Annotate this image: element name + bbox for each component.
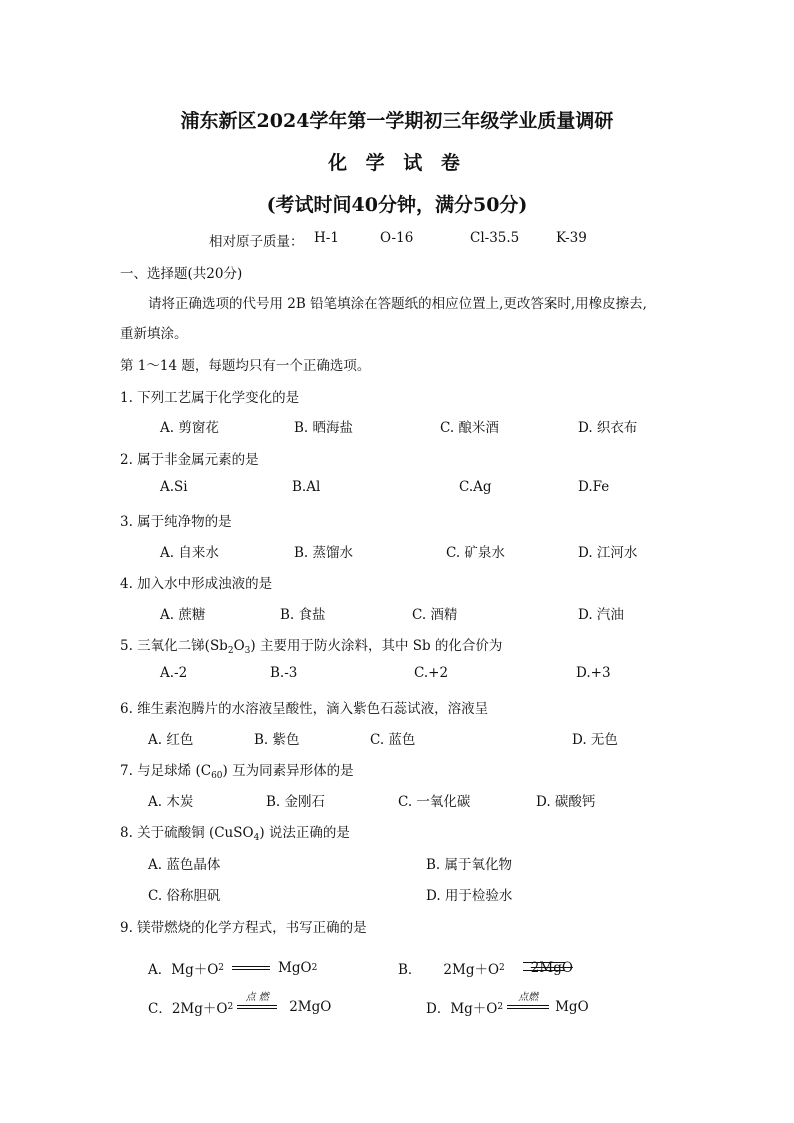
q8-option-c: C. 俗称胆矾 (148, 888, 221, 904)
q7-stem-post: ) 互为同素异形体的是 (222, 763, 354, 779)
atomic-mass-o: O-16 (380, 230, 414, 246)
q9-a-label: A． (148, 962, 172, 978)
q9-d-left: Mg＋O (450, 1001, 498, 1017)
atomic-mass-cl: Cl-35.5 (470, 230, 520, 246)
q7-option-a: A. 木炭 (148, 794, 194, 810)
q9-b-left: 2Mg＋O (443, 962, 500, 978)
question-5-stem (120, 634, 502, 656)
atomic-mass-label: 相对原子质量： (209, 234, 304, 250)
section-title: 一、选择题(共20分) (120, 266, 243, 282)
q9-d-right: MgO (555, 999, 589, 1015)
q2-option-d: D.Fe (578, 479, 610, 495)
q9-b-label: B． (398, 962, 422, 978)
q9-option-c (148, 992, 332, 1017)
q3-option-d: D. 江河水 (578, 545, 638, 561)
q1-option-a: A. 剪窗花 (160, 420, 219, 436)
q1-option-c: C. 酿米酒 (440, 420, 499, 436)
q9-a-right: MgO (278, 960, 312, 976)
instruction-line-1: 请将正确选项的代号用 2B 铅笔填涂在答题纸的相应位置上,更改答案时,用橡皮擦去, (148, 296, 647, 312)
q7-option-d: D. 碳酸钙 (536, 794, 596, 810)
q8-stem-post: ) 说法正确的是 (259, 825, 350, 841)
q3-option-a: A. 自来水 (160, 545, 219, 561)
q1-option-b: B. 晒海盐 (294, 420, 354, 436)
q2-option-a: A.Si (160, 479, 188, 495)
atomic-mass-h: H-1 (314, 230, 339, 246)
q4-option-b: B. 食盐 (280, 607, 326, 623)
question-1-stem: 1. 下列工艺属于化学变化的是 (120, 390, 300, 406)
q6-option-c: C. 蓝色 (370, 732, 416, 748)
q9-c-label: C． (148, 1001, 172, 1017)
q9-d-left-sub: 2 (497, 1002, 504, 1012)
question-scope: 第 1～14 题，每题均只有一个正确选项。 (120, 358, 371, 374)
q9-b-rhs (531, 960, 573, 976)
q9-b-equals-top (523, 962, 565, 963)
q5-stem-pre: 5. 三氧化二锑(Sb (120, 638, 228, 654)
q7-sub: 60 (211, 771, 223, 781)
q9-a-left: Mg＋O (171, 962, 219, 978)
q7-option-b: B. 金刚石 (266, 794, 326, 810)
question-7-stem (120, 759, 354, 781)
q9-c-right: 2MgO (289, 999, 332, 1015)
q9-a-right-sub: 2 (311, 963, 318, 973)
q4-option-c: C. 酒精 (412, 607, 458, 623)
q5-stem-post: ) 主要用于防火涂料，其中 Sb 的化合价为 (250, 638, 503, 654)
q6-option-a: A. 红色 (148, 732, 194, 748)
exam-title: 浦东新区2024学年第一学期初三年级学业质量调研 (180, 110, 614, 132)
q5-stem-mid: O (233, 638, 245, 654)
q1-option-d: D. 织衣布 (578, 420, 638, 436)
q4-option-a: A. 蔗糖 (160, 607, 206, 623)
q6-option-d: D. 无色 (572, 732, 618, 748)
q4-option-d: D. 汽油 (578, 607, 624, 623)
atomic-mass-k: K-39 (556, 230, 587, 246)
q9-c-condition: 点 燃 (245, 992, 269, 1003)
q9-option-a (148, 958, 317, 978)
exam-info: (考试时间40分钟，满分50分) (266, 194, 528, 216)
q9-b-left-sub: 2 (499, 963, 505, 973)
q3-option-b: B. 蒸馏水 (294, 545, 354, 561)
instruction-line-2: 重新填涂。 (120, 326, 188, 342)
q9-d-condition: 点燃 (518, 992, 539, 1003)
q9-option-b (398, 958, 573, 978)
q9-c-left-sub: 2 (227, 1002, 234, 1012)
q5-sub-2: 3 (244, 646, 251, 656)
q7-option-c: C. 一氧化碳 (398, 794, 471, 810)
q8-sub: 4 (253, 833, 260, 843)
q9-a-equals (232, 966, 270, 970)
q5-option-b: B.-3 (270, 665, 298, 681)
q9-a-left-sub: 2 (218, 963, 225, 973)
q2-option-c: C.Ag (459, 479, 492, 495)
q5-sub-1: 2 (227, 646, 234, 656)
q9-option-d (426, 992, 589, 1017)
question-6-stem: 6. 维生素泡腾片的水溶液呈酸性，滴入紫色石蕊试液，溶液呈 (120, 701, 489, 717)
question-3-stem: 3. 属于纯净物的是 (120, 514, 232, 530)
q9-d-label: D． (426, 1001, 451, 1017)
question-8-stem (120, 821, 350, 843)
q8-stem-pre: 8. 关于硫酸铜 (CuSO (120, 825, 254, 841)
q5-option-c: C.+2 (414, 665, 449, 681)
q2-option-b: B.Al (292, 479, 321, 495)
q5-option-a: A.-2 (160, 665, 188, 681)
q9-b-right: 2MgO (530, 960, 573, 976)
subject-title: 化 学 试 卷 (328, 152, 466, 174)
question-2-stem: 2. 属于非金属元素的是 (120, 452, 259, 468)
q9-c-left: 2Mg＋O (171, 1001, 228, 1017)
q3-option-c: C. 矿泉水 (446, 545, 505, 561)
q8-option-b: B. 属于氧化物 (426, 857, 513, 873)
q8-option-a: A. 蓝色晶体 (148, 857, 221, 873)
question-4-stem: 4. 加入水中形成浊液的是 (120, 576, 273, 592)
q9-d-equals (507, 992, 549, 1009)
q6-option-b: B. 紫色 (254, 732, 300, 748)
q8-option-d: D. 用于检验水 (426, 888, 513, 904)
q9-c-equals (237, 992, 277, 1009)
q5-option-d: D.+3 (576, 665, 611, 681)
question-9-stem: 9. 镁带燃烧的化学方程式，书写正确的是 (120, 920, 367, 936)
q9-b-equals-bottom (523, 970, 565, 971)
q7-stem-pre: 7. 与足球烯 (C (120, 763, 212, 779)
